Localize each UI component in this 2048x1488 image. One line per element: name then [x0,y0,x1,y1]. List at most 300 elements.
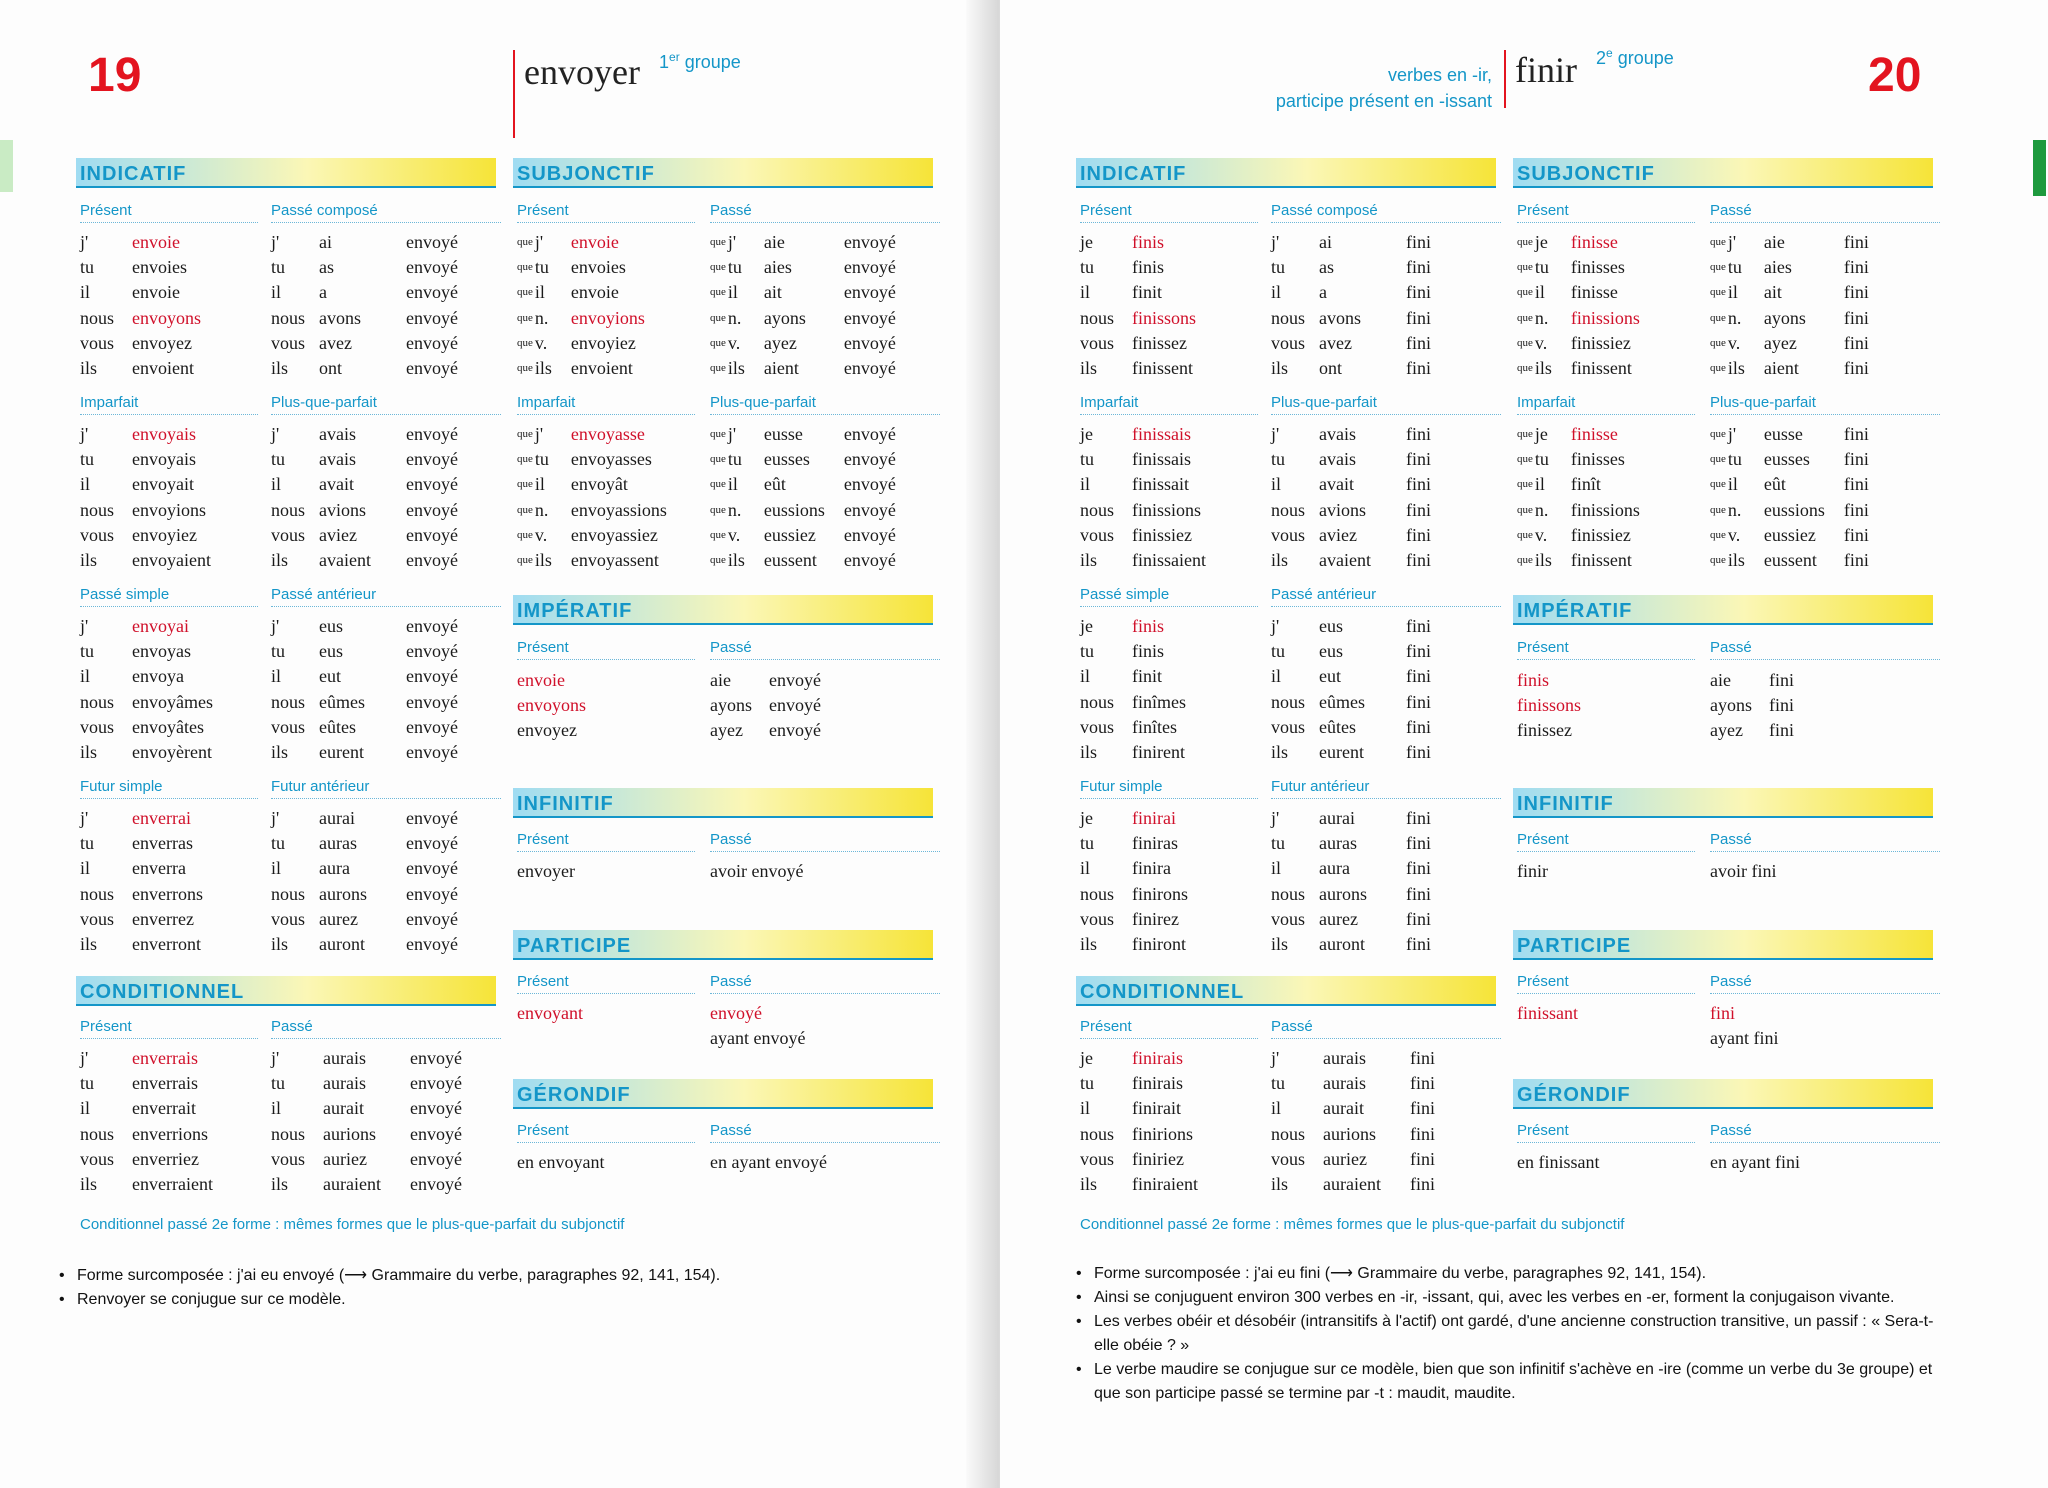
tense-label: Imparfait [80,394,139,411]
conjugation-row [1271,882,1431,907]
verb-form: finit [1132,666,1162,687]
section-header-participe [513,930,933,960]
pronoun: il [271,282,282,303]
pronoun: ils [80,358,98,379]
pronoun: j' [80,1048,89,1068]
conjugation-row [1080,1046,1198,1071]
verb-form: fini [1843,550,1869,571]
conjugation-row [1271,856,1431,881]
conjugation-row [1080,1147,1198,1172]
pronoun: nous [80,1123,115,1144]
conjugation-row [1271,1122,1435,1147]
pronoun: je [1534,424,1548,444]
conjugation-row [1710,255,1869,280]
auxiliary: aurait [323,1098,364,1119]
que-marker: que [710,554,726,567]
verb-form: finirez [1132,908,1179,929]
pronoun: j' [1271,1048,1280,1068]
que-marker: que [517,311,533,324]
conjugation-row [271,614,458,639]
tense-rule [271,1038,501,1039]
verb-form: envoyé [406,716,458,737]
tense-rule [1710,414,1940,415]
que-marker: que [710,286,726,299]
pronoun: tu [271,641,286,662]
auxiliary: avais [319,449,356,470]
conjugation-row [1271,447,1431,472]
conjugation-row [1080,498,1206,523]
auxiliary: eûtes [319,716,356,737]
gerund-past: en ayant fini [1710,1152,1800,1172]
verb-form: fini [1406,616,1431,636]
section-title: PARTICIPE [1517,935,1632,957]
auxiliary: aies [1763,257,1792,278]
que-marker: que [1710,261,1726,274]
pronoun: n. [727,307,742,328]
pronoun: ils [1271,934,1289,955]
que-marker: que [1517,528,1533,541]
verb-form: envoyèrent [132,742,212,763]
auxiliary: ayez [1763,332,1797,353]
section-title: INDICATIF [1080,163,1187,185]
que-marker: que [1517,286,1533,299]
tense-rule [80,222,258,223]
conjugation-row [1710,331,1869,356]
conjugation-row [1517,331,1640,356]
que-marker: que [1517,428,1533,440]
verb-form: fini [1410,1098,1435,1119]
auxiliary: eusses [1763,449,1810,470]
conjugation-row [271,907,458,932]
pronoun: tu [1534,257,1549,278]
pronoun: nous [1271,883,1306,904]
verb-form: finissez [1132,332,1187,353]
verb-form: envoyé [406,833,458,854]
tense-rule [1080,414,1258,415]
conjugation-row [80,907,203,932]
pronoun: tu [271,833,286,854]
tense-rule [517,993,695,994]
conjugation-sub_present [1517,230,1640,381]
conjugation-row [1271,331,1431,356]
pronoun: il [1080,282,1091,303]
verb-form: finissent [1132,358,1193,379]
pronoun: vous [1271,332,1306,353]
conditional-note: Conditionnel passé 2e forme : mêmes formes que le plus-que-parfait du subjonctif [1080,1216,1625,1233]
conjugation-row [80,1096,213,1121]
conjugation-row [80,255,201,280]
conjugation-row [80,306,201,331]
verb-form: envoyé [769,695,821,716]
verb-form: envoyé [406,424,458,444]
section-header-imperatif [513,595,933,625]
verb-form: enverra [132,858,186,879]
conjugation-ind_passe_anterieur [271,614,458,765]
section-title: CONDITIONNEL [1080,981,1245,1003]
pronoun: je [1080,232,1093,252]
pronoun: tu [1271,641,1286,662]
verb-form: envoyé [410,1123,462,1144]
conjugation-row [271,806,458,831]
footnote-item: • Le verbe maudire se conjugue sur ce modèle, bien que son infinitif s'achève en -ire (comme un verbe du 3e groupe) et que son participe passé se termine par -t : maudit, maudite. [1074,1358,1934,1406]
que-marker: que [517,478,533,491]
tense-rule [1710,851,1940,852]
conjugation-row [80,932,203,957]
auxiliary: avaient [1319,550,1371,571]
auxiliary: avais [1319,424,1356,444]
verb-form: enverrait [132,1098,196,1119]
infinitive-present: envoyer [517,861,575,881]
conjugation-row [1710,230,1869,255]
conjugation-row [517,498,667,523]
conjugation-row [1271,548,1431,573]
auxiliary: auront [1319,934,1365,955]
conjugation-ind_imparfait [80,422,211,573]
tense-label: Passé [271,1018,313,1035]
conjugation-row [1517,422,1640,447]
conjugation-row [271,306,458,331]
conjugation-row [80,1046,213,1071]
conjugation-row [1080,548,1206,573]
verb-form: fini [1843,282,1869,303]
participle-past-compound: ayant envoyé [710,1028,806,1048]
tense-label: Imparfait [517,394,576,411]
conjugation-row [710,498,896,523]
que-marker: que [517,236,533,248]
que-marker: que [517,528,533,541]
tense-rule [1517,851,1695,852]
conjugation-row [710,230,896,255]
verb-form: fini [1406,691,1431,712]
conjugation-row [1271,356,1431,381]
pronoun: ils [1080,358,1098,379]
pronoun: j' [80,424,89,444]
section-header-indicatif [1076,158,1496,188]
pronoun: nous [271,499,306,520]
auxiliary: eurent [1319,742,1364,763]
verb-form: envoie [570,282,619,303]
pronoun: j' [1271,616,1280,636]
conjugation-row [80,715,213,740]
infinitive-present: finir [1517,861,1548,881]
auxiliary: aurons [1319,883,1367,904]
gerund-present: en envoyant [517,1152,605,1172]
conjugation-row [80,280,201,305]
verb-form: finîtes [1132,716,1177,737]
conjugation-row [1080,932,1188,957]
pronoun: il [271,1098,282,1119]
section-title: IMPÉRATIF [1517,600,1633,622]
que-marker: que [1710,478,1726,491]
que-marker: que [710,428,726,440]
auxiliary: ait [1763,282,1782,303]
auxiliary: eusses [763,449,810,470]
verb-form: finit [1132,282,1162,303]
verb-form: finisse [1570,232,1618,252]
conjugation-row [1517,280,1640,305]
conjugation-row [517,548,667,573]
footnotes [57,1264,917,1312]
tense-label: Présent [517,831,569,848]
conjugation-row [1710,280,1869,305]
conjugation-row [1517,472,1640,497]
verb-form: envoyions [132,499,206,520]
conjugation-row [1080,447,1206,472]
auxiliary: aurais [323,1073,366,1094]
verb-form: enverrez [132,908,194,929]
tense-label: Passé [710,1122,752,1139]
pronoun: ils [1271,358,1289,379]
pronoun: vous [1080,716,1115,737]
pronoun: il [1271,858,1282,879]
pronoun: j' [1727,424,1737,444]
verb-form: fini [1406,716,1431,737]
pronoun: il [271,474,282,495]
pronoun: vous [271,1148,306,1169]
pronoun: nous [80,307,115,328]
auxiliary: aviez [319,524,357,545]
que-marker: que [1517,261,1533,274]
pronoun: nous [1080,499,1115,520]
verb-form: fini [1406,449,1431,470]
que-marker: que [1710,336,1726,349]
verb-form: envoyé [406,550,458,571]
tense-label: Passé [1710,831,1752,848]
auxiliary: eussions [1763,499,1825,520]
verb-form: fini [1406,858,1431,879]
conjugation-row [1080,356,1196,381]
verb-form: envoies [570,257,626,278]
pronoun: n. [1727,307,1742,328]
pronoun: j' [534,424,544,444]
auxiliary: avait [319,474,354,495]
pronoun: nous [271,1123,306,1144]
verb-form: envoyé [769,720,821,741]
conjugation-ind_futur_anterieur [1271,806,1431,957]
tense-rule [710,414,940,415]
conjugation-row [80,1147,213,1172]
que-marker: que [517,336,533,349]
verb-form: envoyé [406,641,458,662]
imperative-present-form: envoyons [517,695,586,716]
conjugation-row [1271,740,1431,765]
pronoun: il [80,474,91,495]
que-marker: que [517,286,533,299]
verb-form: envoies [132,257,187,278]
conjugation-row [1710,498,1869,523]
conjugation-row [271,498,458,523]
conjugation-row [1517,447,1640,472]
conjugation-row [1080,472,1206,497]
conjugation-row [80,639,213,664]
tense-rule [1080,798,1258,799]
section-header-conditionnel [1076,976,1496,1006]
section-title: INDICATIF [80,163,187,185]
conjugation-row [1080,882,1188,907]
verb-form: finiraient [1132,1174,1198,1195]
page-number: 20 [1868,49,1922,102]
tense-rule [710,659,940,660]
verb-form: finissions [1570,307,1640,328]
conjugation-row [710,331,896,356]
verb-form: envoyassent [570,550,659,571]
conjugation-sub_passe [710,230,896,381]
pronoun: nous [1271,499,1306,520]
tense-rule [1517,659,1695,660]
pronoun: vous [80,524,115,545]
auxiliary: ayez [763,332,797,353]
verb-form: envoyé [843,307,896,328]
participle-present: envoyant [517,1003,583,1023]
section-title: IMPÉRATIF [517,600,633,622]
verb-form: fini [1843,449,1869,470]
verb-form: envoyé [410,1048,462,1068]
tense-rule [1080,222,1258,223]
verb-form: enverrais [132,1073,198,1094]
conjugation-row [1080,907,1188,932]
pronoun: ils [1080,742,1098,763]
section-header-subjonctif [1513,158,1933,188]
pronoun: vous [80,332,115,353]
verb-form: finirait [1132,1098,1181,1119]
pronoun: nous [1271,1123,1306,1144]
verb-form: envoyait [132,474,194,495]
verb-form: finissent [1570,550,1632,571]
pronoun: ils [534,550,552,571]
pronoun: nous [271,691,306,712]
conjugation-row [1517,356,1640,381]
verb-form: fini [1406,934,1431,955]
pronoun: il [1727,282,1738,303]
pronoun: il [271,666,282,687]
conjugation-sub_pqp [1710,422,1869,573]
pronoun: nous [80,883,115,904]
auxiliary: avons [1319,307,1361,328]
auxiliary: eurent [319,742,364,763]
conjugation-row [1080,715,1186,740]
conjugation-row [271,422,458,447]
section-header-subjonctif [513,158,933,188]
tense-rule [1710,659,1940,660]
pronoun: vous [1271,908,1306,929]
que-marker: que [1710,528,1726,541]
tense-label: Plus-que-parfait [271,394,377,411]
verb-form: fini [1843,307,1869,328]
conjugation-row [710,422,896,447]
que-marker: que [1517,236,1533,248]
imperative-present-form: envoyez [517,720,577,741]
section-title: SUBJONCTIF [1517,163,1655,185]
verb-form: fini [1843,257,1869,278]
verb-form: fini [1406,499,1431,520]
auxiliary: a [319,282,327,303]
conjugation-row [1710,548,1869,573]
conjugation-ind_present [1080,230,1196,381]
verb-form: finissais [1132,449,1192,470]
conjugation-row [80,422,211,447]
conjugation-row [710,447,896,472]
section-title: PARTICIPE [517,935,632,957]
que-marker: que [1517,554,1533,567]
conjugation-row [80,740,213,765]
tense-label: Présent [1517,639,1569,656]
tense-label: Présent [517,1122,569,1139]
verb-form: fini [1406,550,1431,571]
verb-form: fini [1410,1174,1435,1195]
section-title: INFINITIF [517,793,614,815]
infinitive-past: avoir fini [1710,861,1777,881]
verb-form: envoyé [406,358,458,379]
verb-form: fini [1843,424,1869,444]
pronoun: nous [1271,307,1306,328]
tense-rule [80,1038,258,1039]
conjugation-row [710,523,896,548]
verb-form: enverraient [132,1174,213,1195]
verb-form: envoyiez [132,524,197,545]
section-header-indicatif [76,158,496,188]
tense-label: Passé antérieur [271,586,377,603]
auxiliary: aurais [323,1048,366,1068]
conjugation-ind_passe_simple [80,614,213,765]
pronoun: ils [271,358,289,379]
pronoun: ils [1080,550,1098,571]
pronoun: je [1534,232,1548,252]
tense-rule [517,851,695,852]
conjugation-row [80,856,203,881]
tense-label: Futur antérieur [1271,778,1370,795]
conjugation-sub_present [517,230,645,381]
conjugation-ind_futur_simple [1080,806,1188,957]
tense-label: Présent [1080,1018,1132,1035]
pronoun: il [727,282,738,303]
verb-form: envoyé [406,524,458,545]
tense-label: Présent [1517,202,1569,219]
pronoun: tu [1080,641,1095,662]
que-marker: que [710,236,726,248]
conjugation-row [1710,447,1869,472]
section-header-infinitif [1513,788,1933,818]
pronoun: tu [1271,1073,1286,1094]
que-marker: que [1517,478,1533,491]
conjugation-row [517,331,645,356]
verb-form: envoyassiez [570,524,658,545]
verb-form: envoyé [406,908,458,929]
conjugation-row [1517,548,1640,573]
pronoun: v. [1534,524,1548,545]
pronoun: il [271,858,282,879]
que-marker: que [517,453,533,466]
tense-label: Futur antérieur [271,778,370,795]
conjugation-row [1271,498,1431,523]
pronoun: nous [1080,691,1115,712]
pronoun: nous [1271,691,1306,712]
imperative-past-row [710,718,821,743]
verb-form: envoyé [843,499,896,520]
verb-form: envoyé [406,499,458,520]
conjugation-ind_passe_anterieur [1271,614,1431,765]
verb-form: envoyé [406,808,458,828]
imperative-present-form: finissons [1517,695,1582,716]
tense-rule [271,606,501,607]
footnote-item: • Forme surcomposée : j'ai eu envoyé (⟶ Grammaire du verbe, paragraphes 92, 141, 154). [57,1264,917,1288]
verb-form: fini [1406,883,1431,904]
tense-rule [80,606,258,607]
conjugation-row [710,280,896,305]
tense-label: Présent [80,1018,132,1035]
verb-form: envoyasse [570,424,645,444]
pronoun: ils [1271,742,1289,763]
participle-past: fini [1710,1003,1735,1023]
